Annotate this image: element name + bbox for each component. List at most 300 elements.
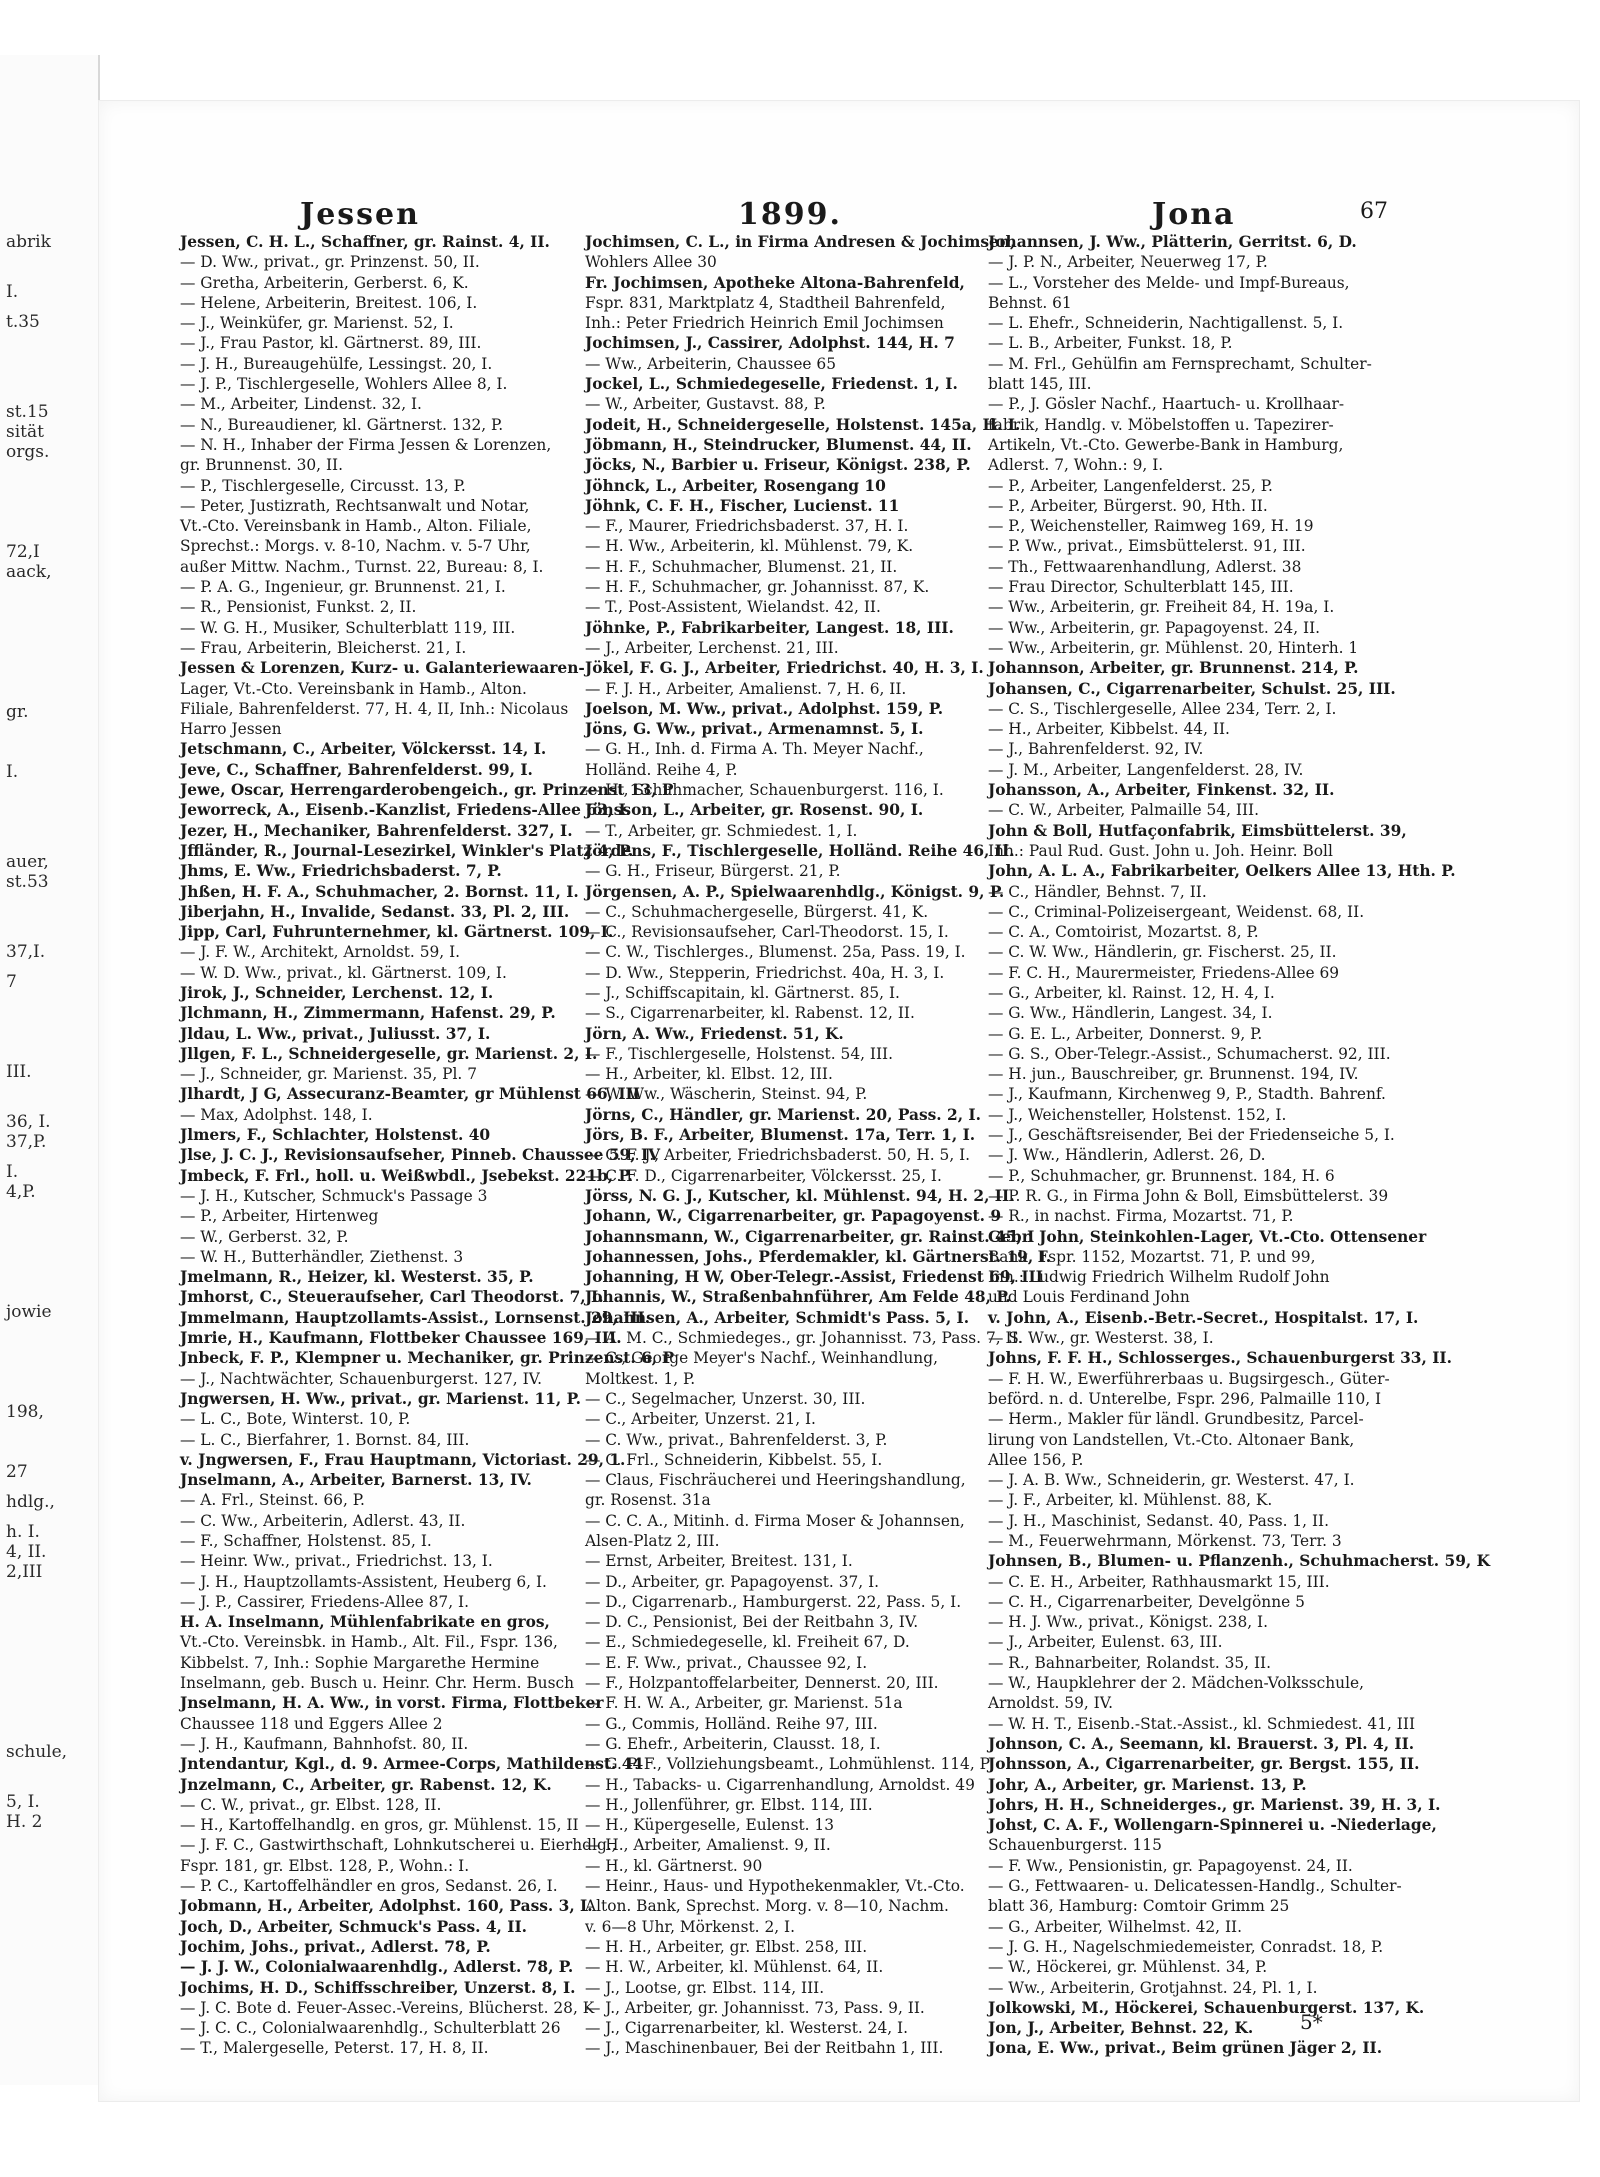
directory-entry: — H. W., Arbeiter, kl. Mühlenst. 64, II. <box>585 1958 884 1977</box>
directory-entry: blatt 36, Hamburg: Comtoir Grimm 25 <box>988 1897 1290 1916</box>
right-running-head: Jona <box>1152 197 1236 232</box>
directory-entry-head: Johannsen, A., Arbeiter, Schmidt's Pass. 5, I. <box>585 1308 970 1327</box>
directory-entry: — C. Ww., privat., Bahrenfelderst. 3, P. <box>585 1430 888 1449</box>
directory-entry: Inh.: Peter Friedrich Heinrich Emil Jochimsen <box>585 314 944 333</box>
directory-entry: — G., Arbeiter, Wilhelmst. 42, II. <box>988 1917 1243 1936</box>
directory-entry: — W. H. T., Eisenb.-Stat.-Assist., kl. Schmiedest. 41, III <box>988 1714 1416 1733</box>
directory-entry: — M., Feuerwehrmann, Mörkenst. 73, Terr. 3 <box>988 1532 1342 1550</box>
previous-page-fragment: I. <box>6 1162 19 1182</box>
directory-entry: — C. H., Cigarrenarbeiter, Develgönne 5 <box>988 1592 1305 1611</box>
directory-entry: — H., Schuhmacher, Schauenburgerst. 116, I. <box>585 781 944 800</box>
directory-entry-head: Jezer, H., Mechaniker, Bahrenfelderst. 327, I. <box>180 821 573 840</box>
directory-entry: — H. F., Schuhmacher, gr. Johannisst. 87, K. <box>585 578 930 597</box>
previous-page-fragment: 72,I <box>6 542 40 562</box>
directory-entry: — F. C. H., Maurermeister, Friedens-Allee 69 <box>988 963 1340 982</box>
directory-entry: Harro Jessen <box>180 720 282 739</box>
directory-entry: — J., Bahrenfelderst. 92, IV. <box>988 740 1204 759</box>
directory-entry-head: Johr, A., Arbeiter, gr. Marienst. 13, P. <box>988 1775 1307 1794</box>
directory-entry-head: Jipp, Carl, Fuhrunternehmer, kl. Gärtnerst. 109, I. <box>180 923 614 942</box>
previous-page-fragment: 7 <box>6 972 17 992</box>
directory-entry: — J. M., Arbeiter, Langenfelderst. 28, IV. <box>988 760 1304 779</box>
directory-entry: — F. Ww., Pensionistin, gr. Papagoyenst. 24, II. <box>988 1856 1353 1875</box>
directory-entry: — S. Ww., gr. Westerst. 38, I. <box>988 1329 1214 1348</box>
directory-entry: — J., Lootse, gr. Elbst. 114, III. <box>585 1978 825 1997</box>
directory-entry: — G. P. F., Vollziehungsbeamt., Lohmühlenst. 114, P <box>585 1755 990 1774</box>
directory-entry-head: Jmmelmann, Hauptzollamts-Assist., Lornsenst. 29, III. <box>180 1308 651 1327</box>
previous-page-fragment: h. I. <box>6 1522 40 1542</box>
directory-entry: — C. F. D., Cigarrenarbeiter, Völckersst. 25, I. <box>585 1166 942 1185</box>
directory-entry-head: Johanning, H W, Ober-Telegr.-Assist, Friedenst 69, III <box>585 1268 1043 1287</box>
directory-entry: — N., Bureaudiener, kl. Gärtnerst. 132, P. <box>180 415 504 434</box>
directory-entry-head: Jodeit, H., Schneidergeselle, Holstenst. 145a, H. I. <box>585 415 1021 434</box>
directory-entry-head: Jörns, C., Händler, gr. Marienst. 20, Pass. 2, I. <box>585 1105 981 1124</box>
directory-entry: — F. H. W. A., Arbeiter, gr. Marienst. 51a <box>585 1694 903 1713</box>
directory-entry: — C., Händler, Behnst. 7, II. <box>988 882 1207 901</box>
year-heading: 1899. <box>738 197 842 232</box>
directory-entry: — L. B., Arbeiter, Funkst. 18, P. <box>988 334 1233 353</box>
directory-entry: — J., Nachtwächter, Schauenburgerst. 127, IV. <box>180 1369 542 1388</box>
directory-entry: — L. C., Bote, Winterst. 10, P. <box>180 1410 411 1429</box>
directory-entry: — H. F., Schuhmacher, Blumenst. 21, II. <box>585 557 898 576</box>
directory-entry-head: Jnzelmann, C., Arbeiter, gr. Rabenst. 12, K. <box>180 1775 552 1794</box>
directory-entry: — H., Arbeiter, kl. Elbst. 12, III. <box>585 1065 833 1084</box>
directory-entry: — T., Arbeiter, gr. Schmiedest. 1, I. <box>585 821 858 840</box>
directory-entry: — H., Arbeiter, Amalienst. 9, II. <box>585 1836 831 1855</box>
directory-entry-head: Jockel, L., Schmiedegeselle, Friedenst. 1, I. <box>585 375 958 394</box>
directory-entry: — H., Tabacks- u. Cigarrenhandlung, Arnoldst. 49 <box>585 1775 975 1794</box>
directory-entry: — J. H., Maschinist, Sedanst. 40, Pass. 1, II. <box>988 1511 1330 1530</box>
directory-entry-head: Jochims, H. D., Schiffsschreiber, Unzerst. 8, I. <box>180 1978 576 1997</box>
directory-entry: — Heinr., Haus- und Hypothekenmakler, Vt.-Cto. <box>585 1877 965 1896</box>
directory-entry: Inh.: Paul Rud. Gust. John u. Joh. Heinr. Boll <box>988 841 1333 860</box>
directory-entry-head: Johnsson, A., Cigarrenarbeiter, gr. Bergst. 155, II. <box>988 1755 1420 1774</box>
directory-entry: — Peter, Justizrath, Rechtsanwalt und Notar, <box>180 496 530 515</box>
directory-entry: — P., Schuhmacher, gr. Brunnenst. 184, H. 6 <box>988 1166 1335 1185</box>
directory-entry-head: Johansson, A., Arbeiter, Finkenst. 32, II. <box>988 781 1335 800</box>
directory-entry-head: Jöhnke, P., Fabrikarbeiter, Langest. 18, III. <box>585 618 954 637</box>
directory-entry: — T., Malergeselle, Peterst. 17, H. 8, II. <box>180 2039 489 2058</box>
directory-entry: — J. F. C., Gastwirthschaft, Lohnkutscherei u. Eierhdlg., <box>180 1836 617 1855</box>
directory-entry: blatt 145, III. <box>988 375 1092 394</box>
directory-entry: — H., Arbeiter, Kibbelst. 44, II. <box>988 720 1230 739</box>
previous-page-fragment: 198, <box>6 1402 44 1422</box>
directory-entry: Fspr. 831, Marktplatz 4, Stadtheil Bahrenfeld, <box>585 293 946 312</box>
directory-entry: — F., Tischlergeselle, Holstenst. 54, III. <box>585 1044 894 1063</box>
directory-entry: — J., Schneider, gr. Marienst. 35, Pl. 7 <box>180 1065 477 1084</box>
directory-entry-head: Jona, E. Ww., privat., Beim grünen Jäger 2, II. <box>988 2039 1383 2058</box>
directory-entry-head: Jirok, J., Schneider, Lerchenst. 12, I. <box>180 983 494 1002</box>
directory-entry: — G. E. L., Arbeiter, Donnerst. 9, P. <box>988 1024 1263 1043</box>
previous-page-fragment: 5, I. <box>6 1792 40 1812</box>
directory-entry-head: Jnselmann, A., Arbeiter, Barnerst. 13, IV. <box>180 1471 532 1490</box>
directory-entry: Wohlers Allee 30 <box>585 253 717 272</box>
directory-entry: — J. F. W., Architekt, Arnoldst. 59, I. <box>180 943 461 962</box>
directory-entry-head: Johannsen, J. Ww., Plätterin, Gerritst. 6, D. <box>988 233 1357 251</box>
directory-entry: — J., Arbeiter, Lerchenst. 21, III. <box>585 638 839 657</box>
directory-entry: lirung von Landstellen, Vt.-Cto. Altonaer Bank, <box>988 1430 1355 1449</box>
directory-entry: — J. C. Bote d. Feuer-Assec.-Vereins, Blücherst. 28, K <box>180 1998 595 2017</box>
page-number: 67 <box>1360 199 1388 224</box>
previous-page-fragment: 4, II. <box>6 1542 47 1562</box>
directory-entry: Sprechst.: Morgs. v. 8-10, Nachm. v. 5-7 Uhr, <box>180 537 531 556</box>
directory-entry: — W. D. Ww., privat., kl. Gärtnerst. 109, I. <box>180 963 507 982</box>
previous-page-fragment: aack, <box>6 562 52 582</box>
directory-entry: Artikeln, Vt.-Cto. Gewerbe-Bank in Hamburg, <box>988 435 1344 454</box>
directory-entry-head: Jöbmann, H., Steindrucker, Blumenst. 44, II. <box>585 435 972 454</box>
directory-entry-head: Johnsen, B., Blumen- u. Pflanzenh., Schuhmacherst. 59, K <box>988 1552 1491 1571</box>
directory-entry: — C. Frl., Schneiderin, Kibbelst. 55, I. <box>585 1450 883 1469</box>
directory-entry: Behnst. 61 <box>988 293 1072 312</box>
directory-entry-head: Johnson, C. A., Seemann, kl. Brauerst. 3, Pl. 4, II. <box>988 1734 1415 1753</box>
directory-entry-head: Jngwersen, H. Ww., privat., gr. Marienst. 11, P. <box>180 1389 582 1408</box>
directory-entry: — G., Fettwaaren- u. Delicatessen-Handlg., Schulter- <box>988 1877 1402 1896</box>
directory-entry-head: Johrs, H. H., Schneiderges., gr. Marienst. 39, H. 3, I. <box>988 1795 1441 1814</box>
previous-page-fragment: orgs. <box>6 442 50 462</box>
directory-entry: Kibbelst. 7, Inh.: Sophie Margarethe Hermine <box>180 1653 540 1672</box>
directory-entry: — Ernst, Arbeiter, Breitest. 131, I. <box>585 1552 853 1571</box>
directory-entry-head: Johansen, C., Cigarrenarbeiter, Schulst. 25, III. <box>988 679 1396 698</box>
previous-page-fragment: 2,III <box>6 1562 43 1582</box>
previous-page-fragment: gr. <box>6 702 29 722</box>
directory-entry-head: Johann, W., Cigarrenarbeiter, gr. Papagoyenst. 9 <box>585 1207 1002 1226</box>
directory-entry: — C. F. J., Arbeiter, Friedrichsbaderst. 50, H. 5, I. <box>585 1146 971 1165</box>
directory-entry-head: Jörn, A. Ww., Friedenst. 51, K. <box>585 1024 844 1043</box>
previous-page-fragment: st.15 <box>6 402 49 422</box>
directory-entry: — P., Arbeiter, Langenfelderst. 25, P. <box>988 476 1273 495</box>
directory-entry: — D. C., Pensionist, Bei der Reitbahn 3, IV. <box>585 1613 919 1632</box>
directory-entry-head: Jöhnk, C. F. H., Fischer, Lucienst. 11 <box>585 496 900 515</box>
directory-entry-head: Jeworreck, A., Eisenb.-Kanzlist, Friedens-Allee 63, I. <box>180 801 632 820</box>
directory-entry: beförd. n. d. Unterelbe, Fspr. 296, Palmaille 110, I <box>988 1389 1382 1408</box>
directory-entry: — S., Cigarrenarbeiter, kl. Rabenst. 12, II. <box>585 1004 915 1023</box>
previous-page-fragment: 27 <box>6 1462 28 1482</box>
directory-entry-head: Jeve, C., Schaffner, Bahrenfelderst. 99, I. <box>180 760 533 779</box>
directory-entry: — J., Cigarrenarbeiter, kl. Westerst. 24, I. <box>585 2019 909 2038</box>
directory-entry-head: Jessen, C. H. L., Schaffner, gr. Rainst. 4, II. <box>180 233 550 251</box>
directory-entry: — F., Holzpantoffelarbeiter, Dennerst. 20, III. <box>585 1674 939 1693</box>
directory-entry: — C. E. H., Arbeiter, Rathhausmarkt 15, III. <box>988 1572 1330 1591</box>
directory-entry: Inh.: Ludwig Friedrich Wilhelm Rudolf John <box>988 1268 1330 1287</box>
directory-entry-head: Jessen & Lorenzen, Kurz- u. Galanteriewaaren- <box>180 659 585 678</box>
directory-entry: — H., Jollenführer, gr. Elbst. 114, III. <box>585 1795 873 1814</box>
directory-entry: — G. Ww., Händlerin, Langest. 34, I. <box>988 1004 1273 1023</box>
directory-entry: — W. G. H., Musiker, Schulterblatt 119, III. <box>180 618 516 637</box>
directory-entry: — P., Weichensteller, Raimweg 169, H. 19 <box>988 517 1314 536</box>
directory-entry-head: Jhms, E. Ww., Friedrichsbaderst. 7, P. <box>180 862 502 881</box>
directory-entry: — T., Post-Assistent, Wielandst. 42, II. <box>585 598 881 617</box>
directory-entry-head: Jolkowski, M., Höckerei, Schauenburgerst. 137, K. <box>988 1998 1425 2017</box>
directory-entry: Inselmann, geb. Busch u. Heinr. Chr. Herm. Busch <box>180 1674 575 1693</box>
directory-entry: — G. H., Friseur, Bürgerst. 21, P. <box>585 862 841 881</box>
directory-entry-head: Jllgen, F. L., Schneidergeselle, gr. Marienst. 2, I. <box>180 1044 598 1063</box>
directory-entry: — J. C. C., Colonialwaarenhdlg., Schulterblatt 26 <box>180 2019 561 2038</box>
directory-entry: — N. H., Inhaber der Firma Jessen & Lorenzen, <box>180 435 552 454</box>
directory-entry: — P. A. G., Ingenieur, gr. Brunnenst. 21, I. <box>180 578 506 597</box>
previous-page-fragment: I. <box>6 282 19 302</box>
directory-entry: Adlerst. 7, Wohn.: 9, I. <box>988 456 1164 475</box>
directory-entry-head: John, A. L. A., Fabrikarbeiter, Oelkers Allee 13, Hth. P. <box>988 862 1456 881</box>
directory-entry-head: Jlhardt, J G, Assecuranz-Beamter, gr Mühlenst 66, III <box>180 1085 640 1104</box>
directory-entry: Arnoldst. 59, IV. <box>988 1694 1114 1713</box>
directory-entry: — J., Arbeiter, gr. Johannisst. 73, Pass. 9, II. <box>585 1998 925 2017</box>
directory-entry: — H., Küpergeselle, Eulenst. 13 <box>585 1816 835 1835</box>
directory-entry-head: Joch, D., Arbeiter, Schmuck's Pass. 4, II. <box>180 1917 528 1936</box>
previous-page-fragment: sität <box>6 422 44 442</box>
directory-entry: — A. Frl., Steinst. 66, P. <box>180 1491 365 1510</box>
directory-entry: — Claus, Fischräucherei und Heeringshandlung, <box>585 1471 966 1490</box>
directory-entry: — J., Geschäftsreisender, Bei der Friedenseiche 5, I. <box>988 1126 1395 1145</box>
directory-entry: — C. W., Arbeiter, Palmaille 54, III. <box>988 801 1259 820</box>
directory-entry-head: John & Boll, Hutfaçonfabrik, Eimsbüttelerst. 39, <box>988 821 1407 840</box>
directory-entry: — L., Vorsteher des Melde- und Impf-Bureaus, <box>988 273 1350 292</box>
directory-entry-head: Jlmers, F., Schlachter, Holstenst. 40 <box>180 1126 491 1145</box>
directory-entry: — F., Schaffner, Holstenst. 85, I. <box>180 1532 432 1550</box>
directory-entry: — P. Ww., privat., Eimsbüttelerst. 91, III. <box>988 537 1306 556</box>
directory-entry: — P. R. G., in Firma John & Boll, Eimsbüttelerst. 39 <box>988 1186 1389 1205</box>
directory-entry: — P., Arbeiter, Bürgerst. 90, Hth. II. <box>988 496 1268 515</box>
directory-entry-head: Jmhorst, C., Steueraufseher, Carl Theodorst. 7, I. <box>180 1288 604 1307</box>
directory-entry-head: Jönsson, L., Arbeiter, gr. Rosenst. 90, I. <box>585 801 924 820</box>
directory-entry: — J., Schiffscapitain, kl. Gärtnerst. 85, I. <box>585 983 900 1002</box>
directory-entry: — P., Tischlergeselle, Circusst. 13, P. <box>180 476 466 495</box>
previous-page-fragment: H. 2 <box>6 1812 43 1832</box>
directory-entry: — Ww., Arbeiterin, gr. Mühlenst. 20, Hinterh. 1 <box>988 638 1359 657</box>
directory-entry: — Frau Director, Schulterblatt 145, III. <box>988 578 1294 597</box>
directory-entry: — C. W., Tischlerges., Blumenst. 25a, Pass. 19, I. <box>585 943 966 962</box>
directory-entry: — Th., Fettwaarenhandlung, Adlerst. 38 <box>988 557 1302 576</box>
directory-entry: — W., Gerberst. 32, P. <box>180 1227 349 1246</box>
directory-entry-head: Jörs, B. F., Arbeiter, Blumenst. 17a, Terr. 1, I. <box>585 1126 976 1145</box>
page-signature: 5* <box>1300 2010 1323 2034</box>
directory-entry-head: Jldau, L. Ww., privat., Juliusst. 37, I. <box>180 1024 491 1043</box>
directory-entry: Schauenburgerst. 115 <box>988 1836 1162 1855</box>
directory-entry: — G., Commis, Holländ. Reihe 97, III. <box>585 1714 878 1733</box>
previous-page-fragment: 37,I. <box>6 942 46 962</box>
directory-entry: — Ww., Arbeiterin, gr. Papagoyenst. 24, II. <box>988 618 1321 637</box>
directory-entry: — C., Segelmacher, Unzerst. 30, III. <box>585 1389 866 1408</box>
previous-page-fragment: t.35 <box>6 312 40 332</box>
directory-entry: — C. W., privat., gr. Elbst. 128, II. <box>180 1795 442 1814</box>
previous-page-fragment: 36, I. <box>6 1112 51 1132</box>
directory-entry-head: Jffländer, R., Journal-Lesezirkel, Winkler's Platz 4, P. <box>180 841 634 860</box>
directory-entry-head: v. John, A., Eisenb.-Betr.-Secret., Hospitalst. 17, I. <box>988 1308 1419 1327</box>
directory-entry: — R., Bahnarbeiter, Rolandst. 35, II. <box>988 1653 1272 1672</box>
directory-entry: — Ww., Arbeiterin, Chaussee 65 <box>585 354 837 373</box>
directory-entry-head: Johns, F. F. H., Schlosserges., Schauenburgerst 33, II. <box>988 1349 1452 1368</box>
directory-entry-head: Jmelmann, R., Heizer, kl. Westerst. 35, P. <box>180 1268 534 1287</box>
directory-entry: — J. H., Kaufmann, Bahnhofst. 80, II. <box>180 1734 469 1753</box>
directory-entry: — F. J. H., Arbeiter, Amalienst. 7, H. 6, II. <box>585 679 907 698</box>
directory-entry: Holländ. Reihe 4, P. <box>585 760 738 779</box>
directory-entry: — E. F. Ww., privat., Chaussee 92, I. <box>585 1653 868 1672</box>
left-running-head: Jessen <box>300 197 420 232</box>
directory-entry: — F., Maurer, Friedrichsbaderst. 37, H. I. <box>585 517 909 536</box>
directory-entry-head: Jnbeck, F. P., Klempner u. Mechaniker, gr. Prinzenst. 6, P <box>180 1349 675 1368</box>
directory-entry: — C., Arbeiter, Unzerst. 21, I. <box>585 1410 816 1429</box>
directory-entry: — C., Schuhmachergeselle, Bürgerst. 41, K. <box>585 902 929 921</box>
directory-entry: — W. Ww., Wäscherin, Steinst. 94, P. <box>585 1085 868 1104</box>
directory-entry: — J., Kaufmann, Kirchenweg 9, P., Stadth. Bahrenf. <box>988 1085 1386 1104</box>
directory-entry: — C., George Meyer's Nachf., Weinhandlung, <box>585 1349 938 1368</box>
directory-entry-head: Jmbeck, F. Frl., holl. u. Weißwbdl., Jsebekst. 221b, P. <box>180 1166 633 1185</box>
directory-entry-head: Jetschmann, C., Arbeiter, Völckersst. 14, I. <box>180 740 547 759</box>
directory-entry-head: Gebr. John, Steinkohlen-Lager, Vt.-Cto. Ottensener <box>988 1227 1427 1246</box>
directory-entry: — H. J. Ww., privat., Königst. 238, I. <box>988 1613 1268 1632</box>
directory-entry: — J. H., Bureaugehülfe, Lessingst. 20, I. <box>180 354 493 373</box>
directory-entry-head: Johannson, Arbeiter, gr. Brunnenst. 214, P. <box>988 659 1359 678</box>
directory-entry: — D. Ww., Stepperin, Friedrichst. 40a, H. 3, I. <box>585 963 945 982</box>
directory-entry: — R., Pensionist, Funkst. 2, II. <box>180 598 417 617</box>
directory-entry: — J. Ww., Händlerin, Adlerst. 26, D. <box>988 1146 1266 1165</box>
directory-entry: — J., Weichensteller, Holstenst. 152, I. <box>988 1105 1287 1124</box>
directory-entry: — Gretha, Arbeiterin, Gerberst. 6, K. <box>180 273 469 292</box>
directory-entry: Chaussee 118 und Eggers Allee 2 <box>180 1714 443 1733</box>
directory-entry-head: Jöns, G. Ww., privat., Armenamnst. 5, I. <box>585 720 924 739</box>
directory-entry-head: Fr. Jochimsen, Apotheke Altona-Bahrenfeld, <box>585 273 965 292</box>
previous-page-fragment: st.53 <box>6 872 49 892</box>
directory-entry: — J. G. H., Nagelschmiedemeister, Conradst. 18, P. <box>988 1937 1384 1956</box>
directory-entry: Allee 156, P. <box>988 1450 1084 1469</box>
directory-entry: — J. H., Kutscher, Schmuck's Passage 3 <box>180 1186 488 1205</box>
directory-entry: — Max, Adolphst. 148, I. <box>180 1105 373 1124</box>
directory-entry: Moltkest. 1, P. <box>585 1369 696 1388</box>
directory-entry: und Louis Ferdinand John <box>988 1288 1190 1307</box>
directory-entry-head: Jochimsen, C. L., in Firma Andresen & Jochimsen, <box>585 233 1016 251</box>
directory-entry: außer Mittw. Nachm., Turnst. 22, Bureau: 8, I. <box>180 557 544 576</box>
directory-entry-head: v. Jngwersen, F., Frau Hauptmann, Victoriast. 29, 1. <box>180 1450 626 1469</box>
previous-page-fragment: hdlg., <box>6 1492 55 1512</box>
directory-entry-head: Jnselmann, H. A. Ww., in vorst. Firma, Flottbeker <box>180 1694 604 1713</box>
directory-entry: Alton. Bank, Sprechst. Morg. v. 8—10, Nachm. <box>585 1897 949 1916</box>
directory-entry: — H. jun., Bauschreiber, gr. Brunnenst. 194, IV. <box>988 1065 1359 1084</box>
directory-entry-head: H. A. Inselmann, Mühlenfabrikate en gros, <box>180 1613 550 1632</box>
directory-entry: — J., Frau Pastor, kl. Gärtnerst. 89, III. <box>180 334 482 353</box>
directory-entry: — Ww., Arbeiterin, gr. Freiheit 84, H. 19a, I. <box>988 598 1335 617</box>
directory-entry: — C. S., Tischlergeselle, Allee 234, Terr. 2, I. <box>988 699 1337 718</box>
directory-entry-head: Jörgensen, A. P., Spielwaarenhdlg., Königst. 9, P. <box>585 882 1005 901</box>
directory-entry: — M. Frl., Gehülfin am Fernsprechamt, Schulter- <box>988 354 1372 373</box>
directory-entry: — H. Ww., Arbeiterin, kl. Mühlenst. 79, K. <box>585 537 914 556</box>
directory-entry: — G. S., Ober-Telegr.-Assist., Schumacherst. 92, III. <box>988 1044 1391 1063</box>
directory-entry: — J. H., Hauptzollamts-Assistent, Heuberg 6, I. <box>180 1572 547 1591</box>
directory-entry-head: Jobmann, H., Arbeiter, Adolphst. 160, Pass. 3, I. <box>180 1897 593 1916</box>
directory-entry: — Frau, Arbeiterin, Bleicherst. 21, I. <box>180 638 467 657</box>
directory-entry: — H., Kartoffelhandlg. en gros, gr. Mühlenst. 15, II <box>180 1816 579 1835</box>
directory-entry: — J. A. B. Ww., Schneiderin, gr. Westerst. 47, I. <box>988 1471 1355 1490</box>
directory-entry: — W., Haupklehrer der 2. Mädchen-Volksschule, <box>988 1674 1365 1693</box>
directory-entry: v. 6—8 Uhr, Mörkenst. 2, I. <box>585 1917 795 1936</box>
directory-entry-head: Jökel, F. G. J., Arbeiter, Friedrichst. 40, H. 3, I. <box>585 659 984 678</box>
directory-entry: — P., Arbeiter, Hirtenweg <box>180 1207 379 1226</box>
previous-page-fragment: auer, <box>6 852 49 872</box>
directory-entry: — W., Höckerei, gr. Mühlenst. 34, P. <box>988 1958 1268 1977</box>
directory-entry-head: Jiberjahn, H., Invalide, Sedanst. 33, Pl. 2, III. <box>180 902 570 921</box>
directory-entry: Bank, Fspr. 1152, Mozartst. 71, P. und 99, <box>988 1247 1316 1266</box>
directory-entry: — J. P., Cassirer, Friedens-Allee 87, I. <box>180 1592 469 1611</box>
directory-entry: fabrik, Handlg. v. Möbelstoffen u. Tapezirer- <box>988 415 1334 434</box>
directory-entry: Vt.-Cto. Vereinsbk. in Hamb., Alt. Fil., Fspr. 136, <box>180 1633 558 1652</box>
directory-entry: Fspr. 181, gr. Elbst. 128, P., Wohn.: I. <box>180 1856 470 1875</box>
directory-entry: — C., Revisionsaufseher, Carl-Theodorst. 15, I. <box>585 923 949 942</box>
directory-entry: — A. M. C., Schmiedeges., gr. Johannisst. 73, Pass. 7, II. <box>585 1329 1023 1348</box>
directory-entry: — Heinr. Ww., privat., Friedrichst. 13, I. <box>180 1552 493 1571</box>
directory-entry: — C. W. Ww., Händlerin, gr. Fischerst. 25, II. <box>988 943 1337 962</box>
directory-entry: — G. H., Inh. d. Firma A. Th. Meyer Nachf., <box>585 740 924 759</box>
directory-entry: — J. P., Tischlergeselle, Wohlers Allee 8, I. <box>180 375 508 394</box>
directory-entry: — H. H., Arbeiter, gr. Elbst. 258, III. <box>585 1937 868 1956</box>
directory-entry: — D., Cigarrenarb., Hamburgerst. 22, Pass. 5, I. <box>585 1592 962 1611</box>
directory-entry: Alsen-Platz 2, III. <box>585 1532 720 1550</box>
previous-page-fragment: schule, <box>6 1742 68 1762</box>
directory-entry: — M., Arbeiter, Lindenst. 32, I. <box>180 395 422 414</box>
directory-entry-head: Jntendantur, Kgl., d. 9. Armee-Corps, Mathildenst. 44 <box>180 1755 644 1774</box>
directory-entry: — P., J. Gösler Nachf., Haartuch- u. Krollhaar- <box>988 395 1345 414</box>
directory-entry-head: Jewe, Oscar, Herrengarderobengeich., gr. Prinzenst 13, P <box>180 781 674 800</box>
previous-page-fragment: abrik <box>6 232 51 252</box>
directory-entry: — G. Ehefr., Arbeiterin, Clausst. 18, I. <box>585 1734 881 1753</box>
previous-page-fragment: III. <box>6 1062 32 1082</box>
directory-entry-head: Jochimsen, J., Cassirer, Adolphst. 144, H. 7 <box>585 334 955 353</box>
directory-entry-head: Johst, C. A. F., Wollengarn-Spinnerei u. -Niederlage, <box>988 1816 1437 1835</box>
directory-entry-head: Jöhnck, L., Arbeiter, Rosengang 10 <box>585 476 886 495</box>
directory-entry: — C. Ww., Arbeiterin, Adlerst. 43, II. <box>180 1511 466 1530</box>
directory-entry-head: Jochim, Johs., privat., Adlerst. 78, P. <box>180 1937 491 1956</box>
directory-entry-head: Jhßen, H. F. A., Schuhmacher, 2. Bornst. 11, I. <box>180 882 579 901</box>
directory-entry-head: Jlchmann, H., Zimmermann, Hafenst. 29, P. <box>180 1004 556 1023</box>
previous-page-fragment: I. <box>6 762 19 782</box>
directory-entry: — L. Ehefr., Schneiderin, Nachtigallenst. 5, I. <box>988 314 1344 333</box>
directory-entry: — E., Schmiedegeselle, kl. Freiheit 67, D. <box>585 1633 910 1652</box>
previous-page-fragment: 4,P. <box>6 1182 36 1202</box>
directory-entry-head: Joelson, M. Ww., privat., Adolphst. 159, P. <box>585 699 944 718</box>
directory-entry: — C. A., Comtoirist, Mozartst. 8, P. <box>988 923 1259 942</box>
directory-entry: — C., Criminal-Polizeisergeant, Weidenst. 68, II. <box>988 902 1365 921</box>
previous-page-fragment: 37,P. <box>6 1132 47 1152</box>
directory-entry: — J., Maschinenbauer, Bei der Reitbahn 1, III. <box>585 2039 944 2058</box>
directory-entry-head: Johannis, W., Straßenbahnführer, Am Felde 48, P. <box>585 1288 1011 1307</box>
directory-entry: — F. H. W., Ewerführerbaas u. Bugsirgesch., Güter- <box>988 1369 1390 1388</box>
directory-entry: — Herm., Makler für ländl. Grundbesitz, Parcel- <box>988 1410 1364 1429</box>
directory-entry: Vt.-Cto. Vereinsbank in Hamb., Alton. Filiale, <box>180 517 532 536</box>
directory-entry: — W., Arbeiter, Gustavst. 88, P. <box>585 395 826 414</box>
directory-entry: — J., Weinküfer, gr. Marienst. 52, I. <box>180 314 454 333</box>
directory-entry: — G., Arbeiter, kl. Rainst. 12, H. 4, I. <box>988 983 1275 1002</box>
directory-entry-head: Jon, J., Arbeiter, Behnst. 22, K. <box>988 2019 1254 2038</box>
directory-entry: — R., in nachst. Firma, Mozartst. 71, P. <box>988 1207 1294 1226</box>
directory-entry-head: Jördens, F., Tischlergeselle, Holländ. Reihe 46, II. <box>585 841 1015 860</box>
previous-page-fragment: jowie <box>6 1302 52 1322</box>
directory-entry-head: Johannessen, Johs., Pferdemakler, kl. Gärtnerst. 19, I. <box>585 1247 1052 1266</box>
directory-entry: — C. C. A., Mitinh. d. Firma Moser & Johannsen, <box>585 1511 965 1530</box>
directory-entry-head: Jlse, J. C. J., Revisionsaufseher, Pinneb. Chaussee 59, IV <box>180 1146 661 1165</box>
directory-entry: — D. Ww., privat., gr. Prinzenst. 50, II. <box>180 253 480 272</box>
directory-entry: — D., Arbeiter, gr. Papagoyenst. 37, I. <box>585 1572 880 1591</box>
directory-entry: — L. C., Bierfahrer, 1. Bornst. 84, III. <box>180 1430 470 1449</box>
directory-entry-head: — J. J. W., Colonialwaarenhdlg., Adlerst. 78, P. <box>180 1958 574 1977</box>
directory-entry-head: Johannsmann, W., Cigarrenarbeiter, gr. Rainst. 45, I <box>585 1227 1035 1246</box>
directory-entry: — Ww., Arbeiterin, Grotjahnst. 24, Pl. 1, I. <box>988 1978 1318 1997</box>
directory-entry: — J. P. N., Arbeiter, Neuerweg 17, P. <box>988 253 1268 272</box>
directory-entry: — H., kl. Gärtnerst. 90 <box>585 1856 763 1875</box>
directory-entry: — J., Arbeiter, Eulenst. 63, III. <box>988 1633 1223 1652</box>
directory-entry: Filiale, Bahrenfelderst. 77, H. 4, II, Inh.: Nicolaus <box>180 699 569 718</box>
directory-entry-head: Jöcks, N., Barbier u. Friseur, Königst. 238, P. <box>585 456 971 475</box>
directory-entry: Lager, Vt.-Cto. Vereinsbank in Hamb., Alton. <box>180 679 527 698</box>
directory-column-3 <box>988 232 1491 2059</box>
directory-entry: gr. Rosenst. 31a <box>585 1491 711 1510</box>
directory-entry-head: Jmrie, H., Kaufmann, Flottbeker Chaussee 169, III. <box>180 1329 622 1348</box>
directory-entry: gr. Brunnenst. 30, II. <box>180 456 344 475</box>
